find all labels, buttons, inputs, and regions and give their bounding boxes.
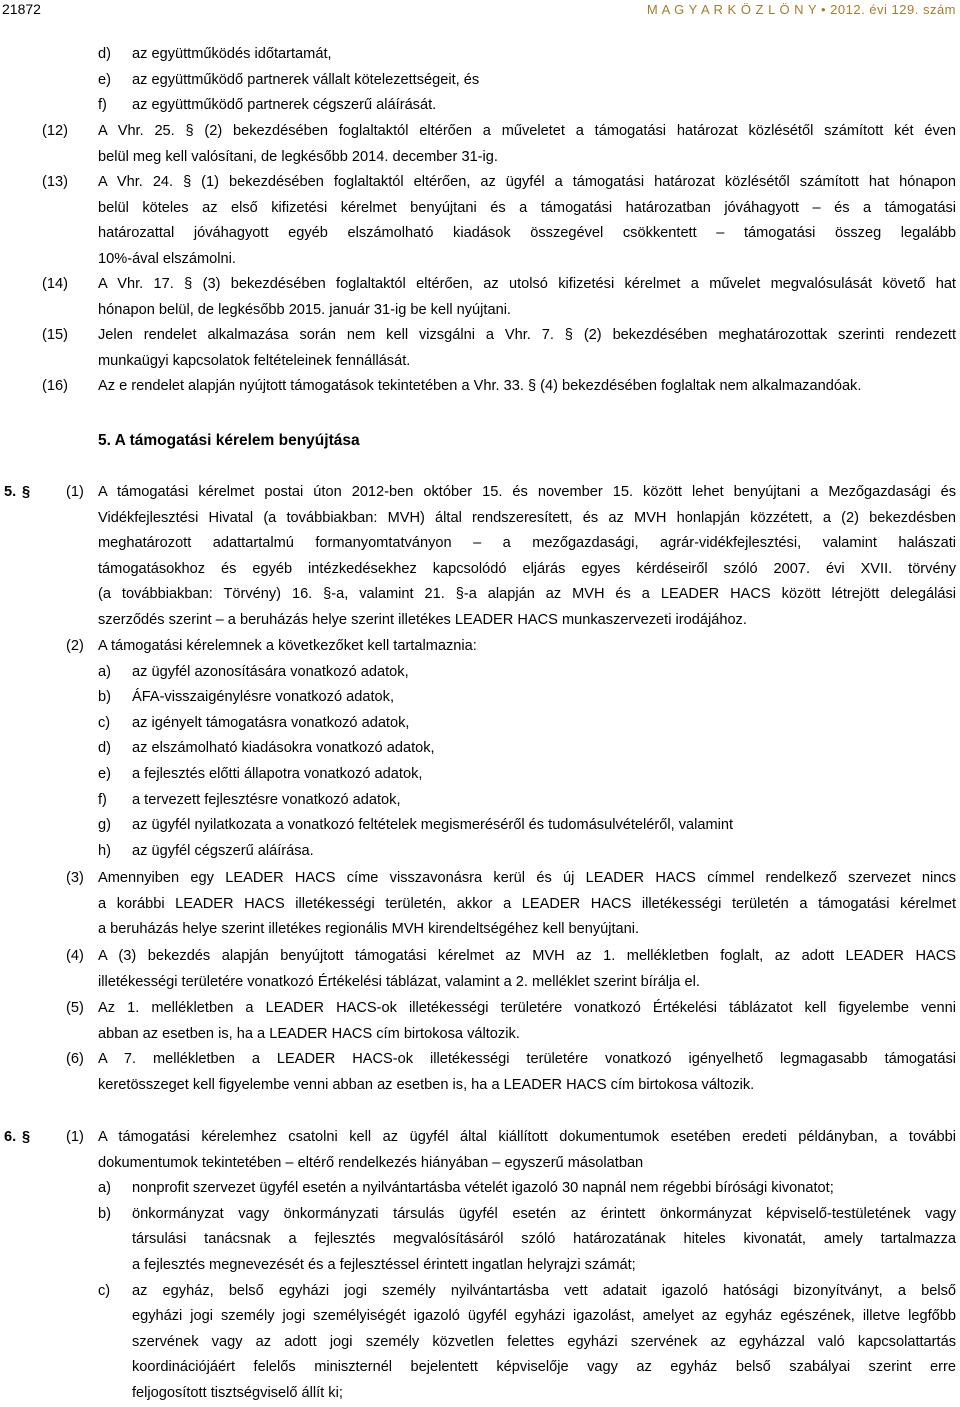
section-number: 6. [4,1129,17,1145]
section-symbol: § [22,484,31,500]
list-item: c) az egyház, belső egyházi jogi személy nyilvántartásba vett adatait igazoló hatósági bizonyítványt, a belső [98,1282,956,1299]
heading-title: 5. A támogatási kérelem benyújtása [98,432,360,449]
page-header [0,0,960,22]
paragraph-number: (1) [66,484,84,500]
paragraph-number: (13) [42,174,68,190]
page-number: 21872 [2,1,41,17]
list-item: h) az ügyfél cégszerű aláírása. [98,842,314,859]
paragraph-number: (4) [66,948,84,964]
section-5-paragraph-4: (4) A (3) bekezdés alapján benyújtott támogatási kérelmet az MVH az 1. mellékletben foglalt, az adott LEADER HACS illetékességi területére vonatkozó Értékelési táblázat, valamint a 2. melléklet szerint bírálja el. [0,944,960,995]
paragraph-15: (15) Jelen rendelet alkalmazása során nem kell vizsgálni a Vhr. 7. § (2) bekezdésében meghatározottak szerinti rendezett munkaügyi kapcsolatok feltételeinek fennállását. [0,323,960,374]
paragraph-number: (2) [66,638,84,654]
paragraph-number: (6) [66,1051,84,1067]
paragraph-12: (12) A Vhr. 25. § (2) bekezdésében foglaltaktól eltérően a műveletet a támogatási határozat közlésétől számított két éven belül meg kell valósítani, de legkésőbb 2014. december 31-ig. [0,119,960,170]
list-item: d) az elszámolható kiadásokra vonatkozó adatok, [98,740,435,757]
section-5-paragraph-3: (3) Amennyiben egy LEADER HACS címe visszavonásra kerül és új LEADER HACS címmel rendelkező szervezet nincs a korábbi LEADER HACS illetékességi területén, akkor a LEADER HACS illetékességi területén a támogatási kérelmet a beruházás helye szerint illetékes regionális MVH kirendeltségéhez kell benyújtani. [0,866,960,943]
paragraph-16: (16) Az e rendelet alapján nyújtott támogatások tekintetében a Vhr. 33. § (4) bekezdésében foglaltak nem alkalmazandóak. [0,374,960,400]
section-5-paragraph-6: (6) A 7. mellékletben a LEADER HACS-ok illetékességi területére vonatkozó igényelhető legmagasabb támogatási keretösszeget kell figyelembe venni abban az esetben is, ha a LEADER HACS cím birtokosa változik. [0,1047,960,1098]
paragraph-number: (5) [66,1000,84,1016]
section-number: 5. [4,484,17,500]
list-item: f) az együttműködő partnerek cégszerű aláírását. [98,97,437,114]
paragraph-number: (12) [42,123,68,139]
section-5-paragraph-5: (5) Az 1. mellékletben a LEADER HACS-ok illetékességi területére vonatkozó Értékelési táblázatot kell figyelembe venni abban az esetben is, ha a LEADER HACS cím birtokosa változik. [0,996,960,1047]
section-heading [0,428,960,454]
list-item: a) az ügyfél azonosítására vonatkozó adatok, [98,663,409,680]
list-item: b) ÁFA-visszaigénylésre vonatkozó adatok, [98,689,395,706]
paragraph-number: (14) [42,276,68,292]
list-item: c) az igényelt támogatásra vonatkozó adatok, [98,714,410,731]
list-item: e) az együttműködő partnerek vállalt kötelezettségeit, és [98,71,480,88]
intro-list [0,42,960,119]
list-item: f) a tervezett fejlesztésre vonatkozó adatok, [98,791,401,808]
section-5-paragraph-1: 5. § (1) A támogatási kérelmet postai úton 2012-ben október 15. és november 15. között lehet benyújtani a Mezőgazdasági és Vidékfejlesztési Hivatal (a továbbiakban: MVH) által rendszeresített, és az MVH honlapján közzétett, a (2) bekezdésben meghatározott adattartalmú formanyomtatványon – a mezőgazdasági, agrár-vidékfejlesztési, valamint halászati támogatásokhoz és egyéb intézkedésekhez kapcsolódó eljárás egyes kérdéseiről szóló 2007. évi XVII. törvény (a továbbiakban: Törvény) 16. §-a, valamint 21. §-a alapján az MVH és a LEADER HACS között létrejött delegálási szerződés szerint – a beruházás helye szerint illetékes LEADER HACS munkaszervezeti irodájához. [0,480,960,634]
list-item: d) az együttműködés időtartamát, [98,46,332,62]
paragraph-number: (3) [66,870,84,886]
paragraph-14: (14) A Vhr. 17. § (3) bekezdésében foglaltaktól eltérően, az utolsó kifizetési kérelmet a művelet megvalósulását követő hat hónapon belül, de legkésőbb 2015. január 31-ig be kell nyújtani. [0,272,960,323]
section-6-paragraph-1: 6. § (1) A támogatási kérelemhez csatolni kell az ügyfél által kiállított dokumentumok esetében eredeti példányban, a további dokumentumok tekintetében – eltérő rendelkezés hiányában – egyszerű másolatban a) nonprofit szervezet ügyfél esetén a nyilvántartásba vételét igazoló 30 napnál nem régebbi bírósági kivonatot; b) önkormányzat vagy önkormányzati társulás ügyfél esetén az érintett önkormányzat képviselő-testületének vagy társulási tanácsnak a fejlesztés megvalósításáról szóló határozatának hiteles kivonatát, amely tartalmazza a fejlesztés megnevezését és a fejlesztéssel érintett ingatlan helyrajzi számát; c) az egyház, belső egyházi jogi személy nyilvántartásba vett adatait igazoló hatósági bizonyítványt, a belső egyházi jogi személy jogi személyiségét igazoló ügyfél egyházi igazolást, amelyet az egyház egészének, illetve legfőbb szervének vagy az adott jogi személy közvetlen felettes egyházi szervének az egyházzal való kapcsolattartás koordinációjáért felelős miniszternél bejelentett képviselője vagy az egyház belső szabályai szerint erre feljogosított tisztségviselő állít ki; [0,1125,960,1407]
paragraph-number: (1) [66,1129,84,1145]
list-item: g) az ügyfél nyilatkozata a vonatkozó feltételek megismeréséről és tudomásulvételéről, valamint [98,817,734,834]
section-5-paragraph-2: (2) A támogatási kérelemnek a következőket kell tartalmaznia: a) az ügyfél azonosítására vonatkozó adatok, b) ÁFA-visszaigénylésre vonatkozó adatok, c) az igényelt támogatásra vonatkozó adatok, d) az elszámolható kiadásokra vonatkozó adatok, e) a fejlesztés előtti állapotra vonatkozó adatok, f) a tervezett fejlesztésre vonatkozó adatok, g) az ügyfél nyilatkozata a vonatkozó feltételek megismeréséről és tudomásulvételéről, valamint h) az ügyfél cégszerű aláírása. [0,634,960,864]
list-item: b) önkormányzat vagy önkormányzati társulás ügyfél esetén az érintett önkormányzat képviselő-testületének vagy [98,1205,956,1222]
list-item: a) nonprofit szervezet ügyfél esetén a nyilvántartásba vételét igazoló 30 napnál nem régebbi bírósági kivonatot; [98,1180,834,1197]
section-symbol: § [22,1129,31,1145]
paragraph-number: (15) [42,327,68,343]
journal-title: M A G Y A R K Ö Z L Ö N Y • 2012. évi 129. szám [646,2,956,17]
paragraph-number: (16) [42,378,68,394]
list-item: e) a fejlesztés előtti állapotra vonatkozó adatok, [98,765,423,782]
paragraph-13: (13) A Vhr. 24. § (1) bekezdésében foglaltaktól eltérően, az ügyfél a támogatási határozat közlésétől számított hat hónapon belül köteles az első kifizetési kérelmet benyújtani és a támogatási határozatban jóváhagyott – és a támogatási határozattal jóváhagyott egyéb elszámolható kiadások összegével csökkentett – támogatási összeg legalább 10%-ával elszámolni. [0,170,960,272]
